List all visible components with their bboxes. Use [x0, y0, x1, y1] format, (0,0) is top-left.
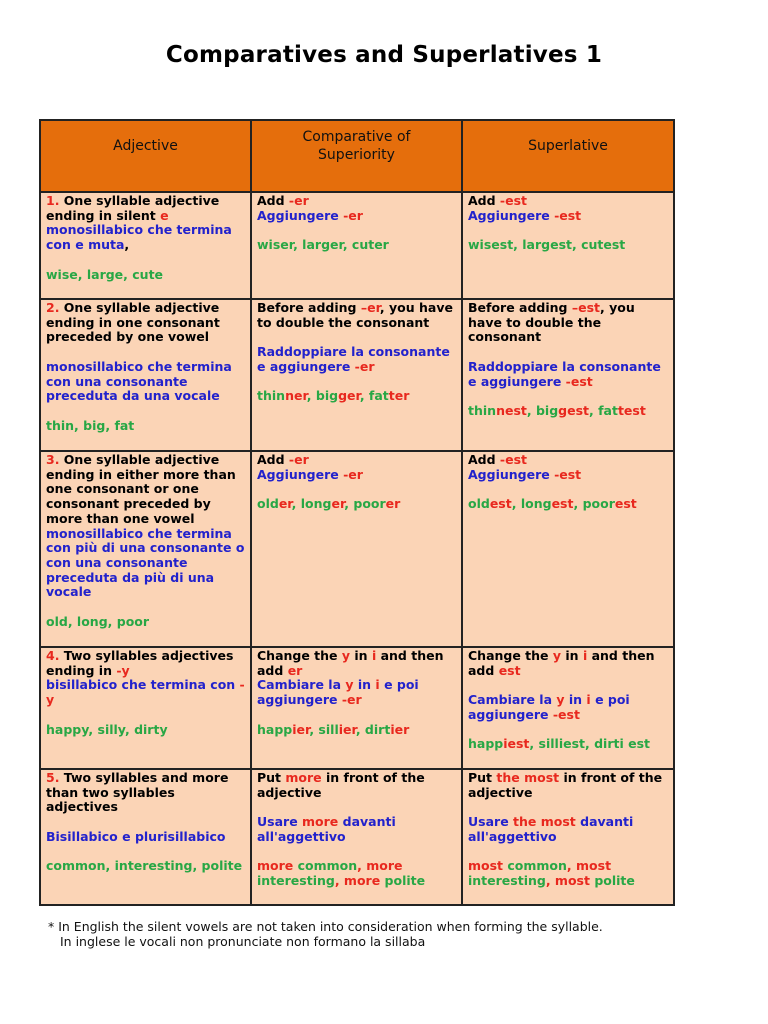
adjective-cell	[40, 451, 251, 647]
text-run: in	[564, 692, 587, 708]
text-run: -est	[565, 373, 593, 389]
cell-paragraph	[257, 468, 456, 483]
text-run: in	[353, 677, 376, 693]
text-run: 1.	[46, 193, 60, 208]
cell-paragraph	[46, 723, 245, 738]
text-run: ner	[285, 388, 307, 404]
text-run: wise, large, cute	[46, 266, 164, 282]
text-run: , dirt	[355, 721, 391, 737]
text-run: One syllable adjective ending in one consonant preceded by one vowel	[46, 300, 220, 345]
text-run: the most	[513, 814, 576, 830]
text-run: , most	[566, 858, 612, 874]
text-run: ter	[388, 388, 410, 404]
paragraph-gap	[257, 223, 456, 238]
cell-paragraph	[468, 468, 668, 483]
paragraph-gap	[257, 845, 456, 860]
text-run: ger	[338, 388, 360, 404]
footnote-italian: In inglese le vocali non pronunciate non formano la sillaba	[60, 934, 426, 949]
text-run: wisest, largest, cutest	[468, 237, 626, 253]
text-run: -er	[343, 207, 363, 223]
text-run: Before adding	[468, 300, 572, 315]
text-run: old	[468, 496, 490, 512]
text-run: -y	[116, 662, 130, 678]
text-run: , you have to double the consonant	[257, 300, 453, 330]
text-run: , more	[334, 872, 381, 888]
paragraph-gap	[257, 375, 456, 390]
text-run: est	[551, 496, 574, 512]
superlative-cell	[462, 769, 674, 905]
comparative-cell	[251, 192, 462, 299]
text-run: monosillabico che termina con e muta	[46, 222, 232, 253]
text-run: -er	[343, 466, 363, 482]
cell-paragraph	[468, 859, 668, 888]
cell-paragraph	[468, 737, 668, 752]
cell-paragraph	[257, 723, 456, 738]
cell-paragraph	[46, 268, 245, 283]
comparative-cell	[251, 299, 462, 451]
text-run: , long	[291, 496, 332, 512]
text-run: , silliest, dirti est	[529, 736, 650, 752]
text-run: davanti all'aggettivo	[468, 814, 634, 844]
text-run: more	[285, 770, 322, 785]
text-run: interesting	[468, 872, 546, 888]
table-row	[40, 192, 674, 299]
superlative-cell	[462, 647, 674, 769]
paragraph-gap	[468, 389, 668, 404]
text-run: Raddoppiare la consonante e aggiungere	[468, 358, 661, 389]
cell-paragraph	[46, 223, 245, 252]
page-title: Comparatives and Superlatives 1	[165, 42, 603, 68]
text-run: er	[287, 662, 303, 678]
cell-paragraph	[257, 497, 456, 512]
cell-paragraph	[468, 360, 668, 389]
text-run: Change the	[468, 648, 553, 663]
header-adjective: Adjective	[40, 120, 251, 192]
text-run: old, long, poor	[46, 613, 150, 629]
paragraph-gap	[46, 345, 245, 360]
text-run: , big	[306, 388, 339, 404]
paragraph-gap	[46, 845, 245, 860]
text-run: more	[257, 858, 294, 874]
paragraph-gap	[468, 223, 668, 238]
text-run: , more	[357, 858, 403, 874]
table-row	[40, 299, 674, 451]
paragraph-gap	[46, 708, 245, 723]
text-run: -y	[46, 677, 245, 708]
cell-paragraph	[468, 209, 668, 224]
cell-paragraph	[257, 389, 456, 404]
adjective-cell	[40, 192, 251, 299]
text-run: thin, big, fat	[46, 417, 135, 433]
text-run: -est	[554, 207, 582, 223]
cell-paragraph	[468, 301, 668, 345]
text-run: y	[341, 648, 351, 663]
text-run: -est	[552, 706, 580, 722]
text-run: gest	[558, 402, 589, 418]
text-run: in	[350, 648, 372, 663]
text-run: iest	[503, 736, 530, 752]
text-run: er	[385, 496, 401, 512]
text-run: Put	[468, 770, 497, 785]
text-run: Before adding	[257, 300, 361, 315]
text-run: , sill	[309, 721, 339, 737]
superlative-cell	[462, 451, 674, 647]
comparative-cell	[251, 451, 462, 647]
text-run: most	[468, 858, 504, 874]
cell-paragraph	[257, 649, 456, 678]
cell-paragraph	[46, 830, 245, 845]
text-run: in front of the adjective	[257, 770, 425, 800]
text-run: in front of the adjective	[468, 770, 663, 800]
cell-paragraph	[46, 360, 245, 404]
text-run: 3.	[46, 452, 60, 467]
text-run: est	[498, 662, 521, 678]
text-run: y	[345, 677, 354, 693]
text-run: e	[160, 207, 169, 223]
text-run: nest	[496, 402, 527, 418]
paragraph-gap	[46, 815, 245, 830]
cell-paragraph	[257, 301, 456, 330]
text-run: i	[371, 648, 377, 663]
superlative-cell	[462, 192, 674, 299]
text-run: i	[375, 677, 380, 693]
text-run: and then add	[257, 648, 444, 678]
text-run: happy, silly, dirty	[46, 721, 168, 737]
text-run: , poor	[344, 496, 386, 512]
superlative-cell	[462, 299, 674, 451]
cell-paragraph	[468, 238, 668, 253]
text-run: , big	[526, 402, 559, 418]
text-run: Usare	[257, 814, 303, 830]
header-row	[40, 120, 674, 192]
text-run: Add	[257, 452, 289, 467]
cell-paragraph	[46, 419, 245, 434]
text-run: in	[561, 648, 583, 663]
cell-paragraph	[46, 527, 245, 601]
cell-paragraph	[468, 771, 668, 800]
text-run: i	[586, 692, 591, 708]
text-run: Add	[468, 193, 500, 208]
text-run: Bisillabico e plurisillabico	[46, 828, 226, 844]
text-run: Aggiungere	[257, 466, 344, 482]
paragraph-gap	[257, 800, 456, 815]
text-run: –er	[360, 300, 380, 315]
cell-paragraph	[468, 453, 668, 468]
footnote	[48, 919, 603, 949]
text-run: Usare	[468, 814, 514, 830]
comparative-cell	[251, 647, 462, 769]
text-run: -est	[554, 466, 582, 482]
text-run: Put	[257, 770, 286, 785]
text-run: , you have to double the consonant	[468, 300, 635, 345]
text-run: Two syllables adjectives ending in	[46, 648, 234, 678]
text-run: bisillabico che termina con	[46, 677, 240, 693]
cell-paragraph	[468, 693, 668, 722]
text-run: thin	[468, 402, 497, 418]
text-run: -er	[288, 193, 309, 208]
text-run: Aggiungere	[468, 466, 555, 482]
text-run: ier	[292, 721, 310, 737]
text-run: Add	[468, 452, 500, 467]
text-run: common, interesting, polite	[46, 858, 243, 874]
cell-paragraph	[257, 194, 456, 209]
paragraph-gap	[468, 482, 668, 497]
text-run: -est	[499, 193, 528, 208]
text-run: ier	[338, 721, 356, 737]
text-run: y	[552, 648, 562, 663]
header-comparative: Comparative of Superiority	[251, 120, 462, 192]
text-run: y	[556, 692, 565, 708]
text-run: 5.	[46, 770, 60, 785]
text-run: wiser, larger, cuter	[257, 237, 389, 253]
text-run: the most	[496, 770, 560, 785]
cell-paragraph	[257, 815, 456, 844]
cell-paragraph	[468, 815, 668, 844]
cell-paragraph	[46, 649, 245, 678]
text-run: monosillabico che termina con più di una consonante o con una consonante preceduta da più di una vocale	[46, 525, 245, 600]
paragraph-gap	[468, 345, 668, 360]
cell-paragraph	[46, 453, 245, 527]
cell-paragraph	[257, 238, 456, 253]
cell-paragraph	[46, 678, 245, 707]
text-run: common	[503, 858, 567, 874]
text-run: Two syllables and more than two syllables adjectives	[46, 770, 229, 815]
text-run: , most	[545, 872, 590, 888]
text-run: est	[614, 496, 637, 512]
text-run: -er	[341, 692, 362, 708]
text-run: Cambiare la	[257, 677, 346, 693]
text-run: , poor	[573, 496, 615, 512]
cell-paragraph	[468, 497, 668, 512]
text-run: polite	[589, 872, 635, 888]
text-run: test	[617, 402, 646, 418]
text-run: old	[257, 496, 279, 512]
text-run: Aggiungere	[468, 207, 555, 223]
text-run: Cambiare la	[468, 692, 557, 708]
adjective-cell	[40, 769, 251, 905]
text-run: One syllable adjective ending in either more than one consonant or one consonant preceded by more than one vowel	[46, 452, 236, 526]
paragraph-gap	[468, 678, 668, 693]
cell-paragraph	[46, 615, 245, 630]
text-run: er	[278, 496, 292, 512]
cell-paragraph	[46, 301, 245, 345]
cell-paragraph	[468, 194, 668, 209]
text-run: Raddoppiare la consonante e aggiungere	[257, 344, 450, 374]
cell-paragraph	[468, 404, 668, 419]
paragraph-gap	[468, 723, 668, 738]
text-run: , fat	[359, 388, 389, 404]
paragraph-gap	[468, 800, 668, 815]
cell-paragraph	[257, 209, 456, 224]
text-run: e poi aggiungere	[468, 692, 630, 722]
text-run: -er	[288, 452, 309, 467]
paragraph-gap	[257, 482, 456, 497]
comparative-cell	[251, 769, 462, 905]
text-run: davanti all'aggettivo	[257, 814, 396, 844]
text-run: er	[331, 496, 345, 512]
text-run: polite	[380, 872, 426, 888]
paragraph-gap	[468, 845, 668, 860]
comparatives-table	[39, 119, 675, 906]
table-row	[40, 451, 674, 647]
text-run: –est	[571, 300, 600, 315]
text-run: One syllable adjective ending in silent	[46, 193, 220, 223]
text-run: 2.	[46, 300, 60, 315]
paragraph-gap	[257, 708, 456, 723]
text-run: and then add	[468, 648, 655, 678]
text-run: interesting	[257, 872, 335, 888]
text-run: -est	[499, 452, 528, 467]
paragraph-gap	[46, 253, 245, 268]
text-run: happ	[257, 721, 293, 737]
table-row	[40, 647, 674, 769]
cell-paragraph	[46, 194, 245, 223]
text-run: monosillabico che termina con una consonante preceduta da una vocale	[46, 358, 232, 404]
text-run: e poi aggiungere	[257, 677, 419, 708]
text-run: ier	[390, 721, 410, 737]
cell-paragraph	[257, 678, 456, 707]
cell-paragraph	[46, 859, 245, 874]
paragraph-gap	[46, 404, 245, 419]
text-run: thin	[257, 388, 286, 404]
text-run: -er	[354, 358, 375, 374]
table-row	[40, 769, 674, 905]
cell-paragraph	[257, 453, 456, 468]
text-run: Aggiungere	[257, 207, 344, 223]
cell-paragraph	[257, 771, 456, 800]
text-run: est	[489, 496, 512, 512]
cell-paragraph	[468, 649, 668, 678]
paragraph-gap	[46, 600, 245, 615]
text-run: 4.	[46, 648, 60, 663]
text-run: i	[582, 648, 588, 663]
text-run: common	[293, 858, 358, 874]
text-run: Add	[257, 193, 289, 208]
footnote-english: * In English the silent vowels are not taken into consideration when forming the syllable.	[48, 919, 603, 934]
paragraph-gap	[257, 330, 456, 345]
text-run: more	[302, 814, 339, 830]
cell-paragraph	[257, 345, 456, 374]
header-superlative: Superlative	[462, 120, 674, 192]
text-run: , long	[511, 496, 552, 512]
text-run: happ	[468, 736, 504, 752]
adjective-cell	[40, 299, 251, 451]
text-run: , fat	[588, 402, 618, 418]
adjective-cell	[40, 647, 251, 769]
text-run: ,	[124, 237, 130, 253]
cell-paragraph	[46, 771, 245, 815]
cell-paragraph	[257, 859, 456, 888]
text-run: Change the	[257, 648, 342, 663]
